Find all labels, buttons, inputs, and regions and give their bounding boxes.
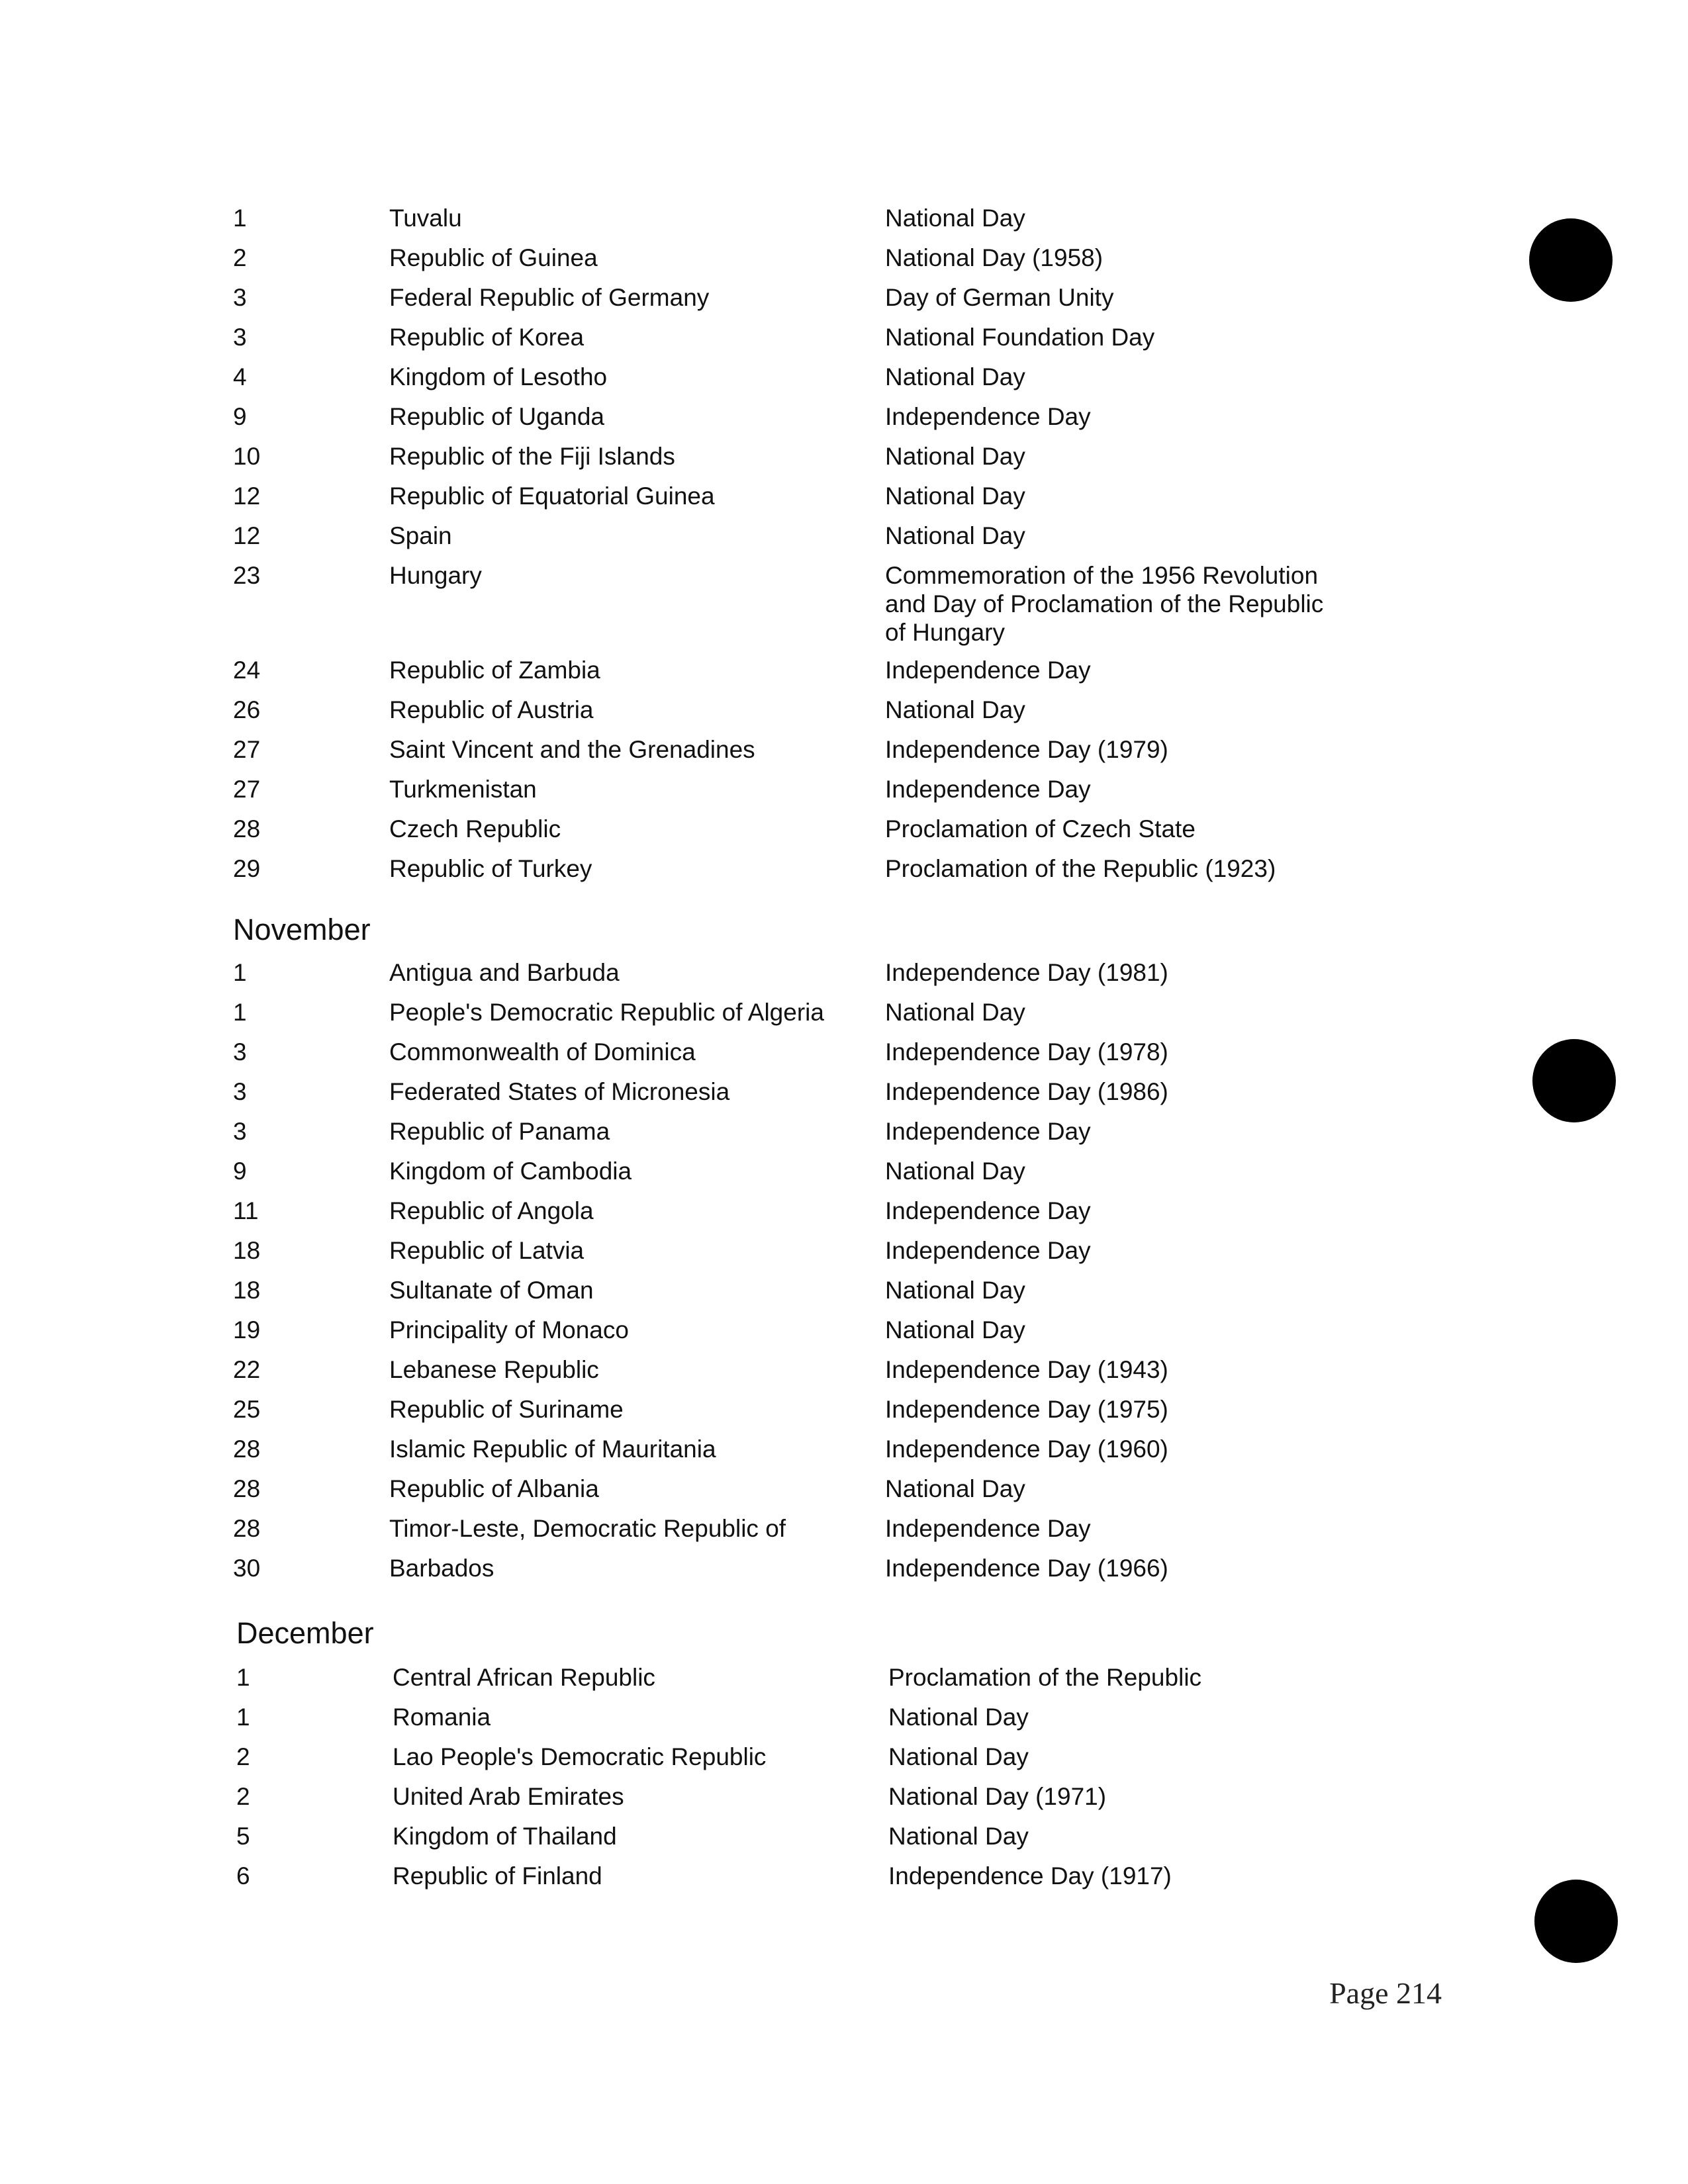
table-row: [233, 690, 1358, 730]
holiday-cell: National Day: [885, 443, 1025, 470]
country-cell: United Arab Emirates: [393, 1783, 624, 1810]
country-cell: Republic of Panama: [389, 1118, 610, 1145]
country-cell: Sultanate of Oman: [389, 1277, 594, 1304]
table-row: [233, 556, 1358, 651]
holiday-cell: Proclamation of the Republic: [888, 1664, 1202, 1691]
holiday-cell: Independence Day: [885, 776, 1091, 803]
holiday-cell: National Day: [888, 1823, 1029, 1850]
holiday-cell: National Day: [885, 482, 1025, 510]
day-cell: 4: [233, 363, 247, 390]
table-row: [236, 1658, 1362, 1698]
holiday-cell: National Day: [885, 1475, 1025, 1502]
holiday-cell: Independence Day (1979): [885, 736, 1168, 763]
table-row: [233, 1549, 1358, 1588]
table-row: [233, 1112, 1358, 1152]
country-cell: Federated States of Micronesia: [389, 1078, 730, 1105]
country-cell: Republic of Suriname: [389, 1396, 624, 1423]
day-cell: 27: [233, 736, 261, 763]
country-cell: Kingdom of Lesotho: [389, 363, 608, 390]
table-row: [236, 1817, 1362, 1856]
holiday-cell: National Day: [885, 363, 1025, 390]
table-row: [233, 1032, 1358, 1072]
country-cell: Turkmenistan: [389, 776, 537, 803]
country-cell: Republic of the Fiji Islands: [389, 443, 675, 470]
day-cell: 1: [233, 959, 247, 986]
country-cell: Commonwealth of Dominica: [389, 1038, 696, 1066]
country-cell: Republic of Latvia: [389, 1237, 585, 1264]
table-row: [233, 516, 1358, 556]
day-cell: 22: [233, 1356, 261, 1383]
table-row: [233, 651, 1358, 690]
country-cell: Islamic Republic of Mauritania: [389, 1435, 716, 1463]
country-cell: Lebanese Republic: [389, 1356, 599, 1383]
holiday-cell: National Day: [885, 522, 1025, 549]
table-row: [233, 397, 1358, 437]
country-cell: Romania: [393, 1704, 491, 1731]
day-cell: 30: [233, 1555, 261, 1582]
table-row: [236, 1777, 1362, 1817]
day-cell: 11: [233, 1197, 259, 1224]
holiday-cell: National Day: [885, 1277, 1025, 1304]
country-cell: Saint Vincent and the Grenadines: [389, 736, 755, 763]
country-cell: Central African Republic: [393, 1664, 655, 1691]
country-cell: Spain: [389, 522, 452, 549]
day-cell: 29: [233, 855, 261, 882]
month-heading-november: November: [233, 913, 371, 946]
day-cell: 28: [233, 1515, 261, 1542]
holiday-cell: National Day: [885, 1316, 1025, 1343]
table-row: [233, 1271, 1358, 1310]
country-cell: Principality of Monaco: [389, 1316, 629, 1343]
october-section: [233, 199, 1358, 889]
holiday-cell: National Day: [885, 205, 1025, 232]
day-cell: 10: [233, 443, 261, 470]
day-cell: 3: [233, 1118, 247, 1145]
country-cell: Lao People's Democratic Republic: [393, 1743, 767, 1770]
table-row: [233, 1350, 1358, 1390]
punch-hole-top: [1529, 218, 1613, 302]
day-cell: 24: [233, 657, 261, 684]
country-cell: Republic of Angola: [389, 1197, 594, 1224]
holiday-cell: Independence Day (1960): [885, 1435, 1168, 1463]
country-cell: Antigua and Barbuda: [389, 959, 620, 986]
holiday-cell: National Foundation Day: [885, 324, 1155, 351]
day-cell: 1: [233, 999, 247, 1026]
country-cell: Republic of Uganda: [389, 403, 604, 430]
holiday-cell: National Day: [888, 1704, 1029, 1731]
holiday-cell: Independence Day: [885, 1197, 1091, 1224]
day-cell: 3: [233, 1038, 247, 1066]
day-cell: 5: [236, 1823, 250, 1850]
day-cell: 3: [233, 1078, 247, 1105]
table-row: [233, 318, 1358, 357]
table-row: [233, 437, 1358, 477]
table-row: [233, 477, 1358, 516]
holiday-cell: National Day (1971): [888, 1783, 1107, 1810]
table-row: [236, 1737, 1362, 1777]
country-cell: Republic of Guinea: [389, 244, 598, 271]
punch-hole-middle: [1532, 1039, 1616, 1122]
day-cell: 1: [236, 1664, 250, 1691]
day-cell: 28: [233, 1475, 261, 1502]
holiday-cell: National Day: [885, 696, 1025, 723]
day-cell: 19: [233, 1316, 261, 1343]
table-row: [236, 1856, 1362, 1896]
holiday-cell: Proclamation of the Republic (1923): [885, 855, 1276, 882]
day-cell: 28: [233, 815, 261, 842]
table-row: [236, 1698, 1362, 1737]
holiday-cell: Independence Day (1975): [885, 1396, 1168, 1423]
day-cell: 9: [233, 403, 247, 430]
holiday-cell: National Day: [885, 1158, 1025, 1185]
day-cell: 3: [233, 284, 247, 311]
day-cell: 2: [233, 244, 247, 271]
day-cell: 25: [233, 1396, 261, 1423]
holiday-cell: National Day (1958): [885, 244, 1103, 271]
country-cell: Hungary: [389, 562, 482, 589]
holiday-cell: Commemoration of the 1956 Revolution and Day of Proclamation of the Republic of Hungary: [885, 562, 1324, 646]
country-cell: Republic of Austria: [389, 696, 594, 723]
country-cell: Kingdom of Cambodia: [389, 1158, 632, 1185]
day-cell: 26: [233, 696, 261, 723]
table-row: [233, 1072, 1358, 1112]
day-cell: 18: [233, 1237, 261, 1264]
holiday-cell: Independence Day: [885, 1515, 1091, 1542]
table-row: [233, 199, 1358, 238]
country-cell: Republic of Finland: [393, 1862, 602, 1889]
country-cell: Czech Republic: [389, 815, 561, 842]
holiday-cell: Independence Day (1966): [885, 1555, 1168, 1582]
table-row: [233, 1152, 1358, 1191]
day-cell: 18: [233, 1277, 261, 1304]
day-cell: 6: [236, 1862, 250, 1889]
day-cell: 2: [236, 1783, 250, 1810]
holiday-cell: Independence Day (1986): [885, 1078, 1168, 1105]
country-cell: Republic of Equatorial Guinea: [389, 482, 715, 510]
table-row: [233, 1430, 1358, 1469]
table-row: [233, 770, 1358, 809]
month-heading-december: December: [236, 1616, 374, 1650]
country-cell: Republic of Albania: [389, 1475, 599, 1502]
table-row: [233, 1191, 1358, 1231]
holiday-cell: National Day: [888, 1743, 1029, 1770]
holiday-cell: Independence Day: [885, 1237, 1091, 1264]
table-row: [233, 278, 1358, 318]
table-row: [233, 357, 1358, 397]
day-cell: 3: [233, 324, 247, 351]
day-cell: 28: [233, 1435, 261, 1463]
table-row: [233, 1231, 1358, 1271]
holiday-cell: National Day: [885, 999, 1025, 1026]
table-row: [233, 1390, 1358, 1430]
day-cell: 12: [233, 482, 261, 510]
country-cell: Timor-Leste, Democratic Republic of: [389, 1515, 786, 1542]
country-cell: Kingdom of Thailand: [393, 1823, 617, 1850]
day-cell: 9: [233, 1158, 247, 1185]
november-section: [233, 953, 1358, 1588]
holiday-cell: Day of German Unity: [885, 284, 1114, 311]
holiday-cell: Independence Day (1943): [885, 1356, 1168, 1383]
country-cell: People's Democratic Republic of Algeria: [389, 999, 824, 1026]
day-cell: 27: [233, 776, 261, 803]
country-cell: Republic of Korea: [389, 324, 585, 351]
day-cell: 12: [233, 522, 261, 549]
punch-hole-bottom: [1534, 1880, 1618, 1963]
day-cell: 23: [233, 562, 261, 589]
table-row: [233, 1469, 1358, 1509]
table-row: [233, 953, 1358, 993]
table-row: [233, 1509, 1358, 1549]
holiday-cell: Independence Day (1978): [885, 1038, 1168, 1066]
holiday-cell: Independence Day (1981): [885, 959, 1168, 986]
table-row: [233, 238, 1358, 278]
country-cell: Republic of Zambia: [389, 657, 600, 684]
holiday-cell: Independence Day: [885, 657, 1091, 684]
table-row: [233, 1310, 1358, 1350]
day-cell: 1: [233, 205, 247, 232]
country-cell: Republic of Turkey: [389, 855, 592, 882]
day-cell: 2: [236, 1743, 250, 1770]
holiday-cell: Proclamation of Czech State: [885, 815, 1196, 842]
table-row: [233, 993, 1358, 1032]
holiday-cell: Independence Day (1917): [888, 1862, 1172, 1889]
country-cell: Barbados: [389, 1555, 494, 1582]
holiday-cell: Independence Day: [885, 1118, 1091, 1145]
table-row: [233, 849, 1358, 889]
country-cell: Federal Republic of Germany: [389, 284, 710, 311]
table-row: [233, 809, 1358, 849]
december-section: [236, 1658, 1362, 1896]
page-number: Page 214: [1329, 1976, 1442, 2010]
holiday-cell: Independence Day: [885, 403, 1091, 430]
country-cell: Tuvalu: [389, 205, 462, 232]
day-cell: 1: [236, 1704, 250, 1731]
table-row: [233, 730, 1358, 770]
